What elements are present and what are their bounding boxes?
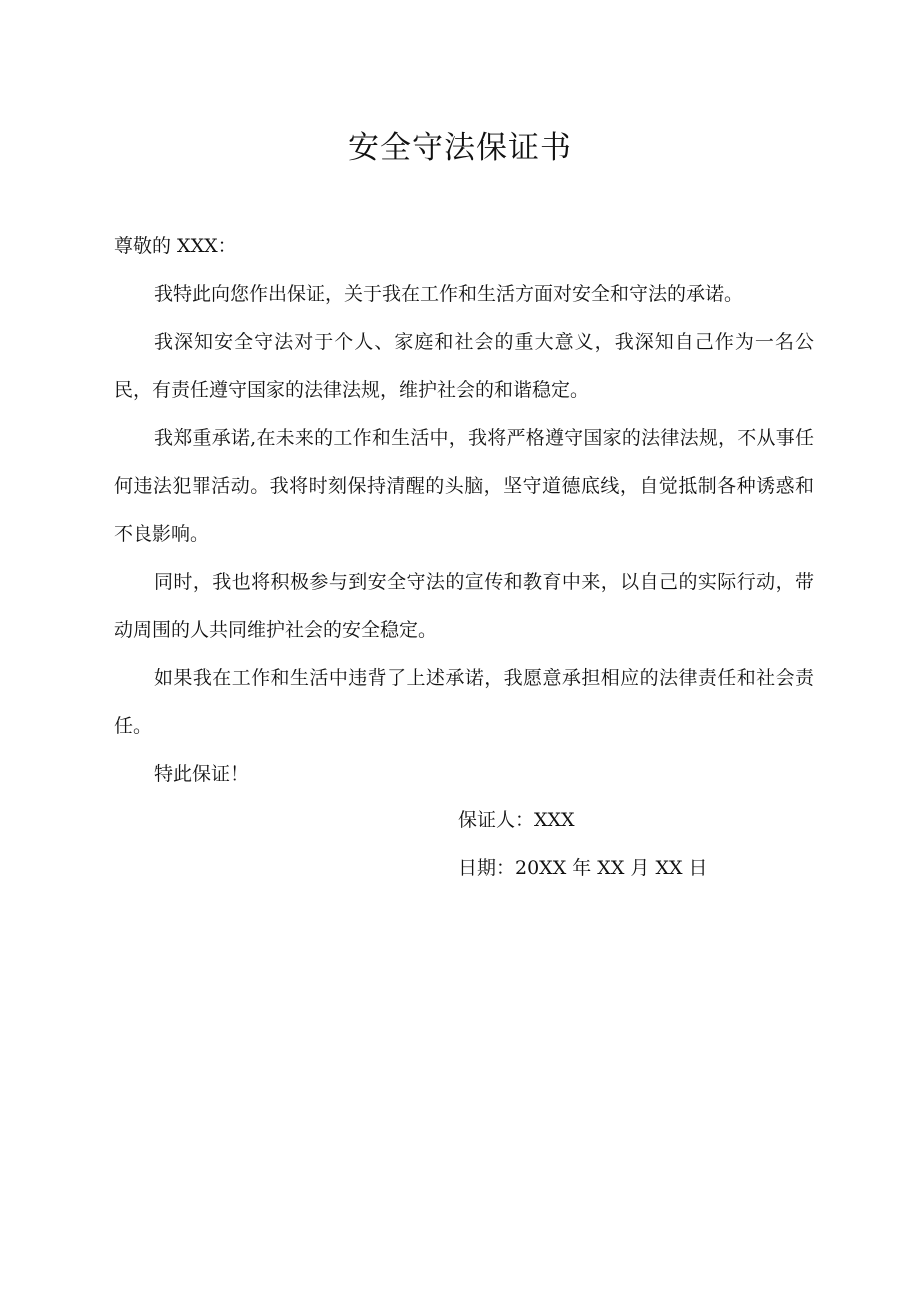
closing-line: 特此保证！ — [154, 763, 250, 785]
paragraph-1: 我特此向您作出保证，关于我在工作和生活方面对安全和守法的承诺。 — [154, 283, 744, 305]
salutation: 尊敬的 XXX： — [114, 235, 237, 257]
guarantor-line: 保证人：XXX — [458, 809, 575, 831]
paragraph-4: 同时，我也将积极参与到安全守法的宣传和教育中来，以自己的实际行动，带动周围的人共同维护社会的安全稳定。 — [114, 571, 814, 641]
document-title: 安全守法保证书 — [348, 130, 572, 166]
paragraph-3: 我郑重承诺,在未来的工作和生活中，我将严格遵守国家的法律法规，不从事任何违法犯罪活动。我将时刻保持清醒的头脑，坚守道德底线，自觉抵制各种诱惑和不良影响。 — [114, 427, 814, 545]
paragraph-5: 如果我在工作和生活中违背了上述承诺，我愿意承担相应的法律责任和社会责任。 — [114, 667, 814, 737]
paragraph-2: 我深知安全守法对于个人、家庭和社会的重大意义，我深知自己作为一名公民，有责任遵守国家的法律法规，维护社会的和谐稳定。 — [114, 331, 814, 401]
signature-block — [458, 796, 788, 892]
document-body — [114, 222, 814, 798]
date-line: 日期：20XX 年 XX 月 XX 日 — [458, 857, 708, 879]
